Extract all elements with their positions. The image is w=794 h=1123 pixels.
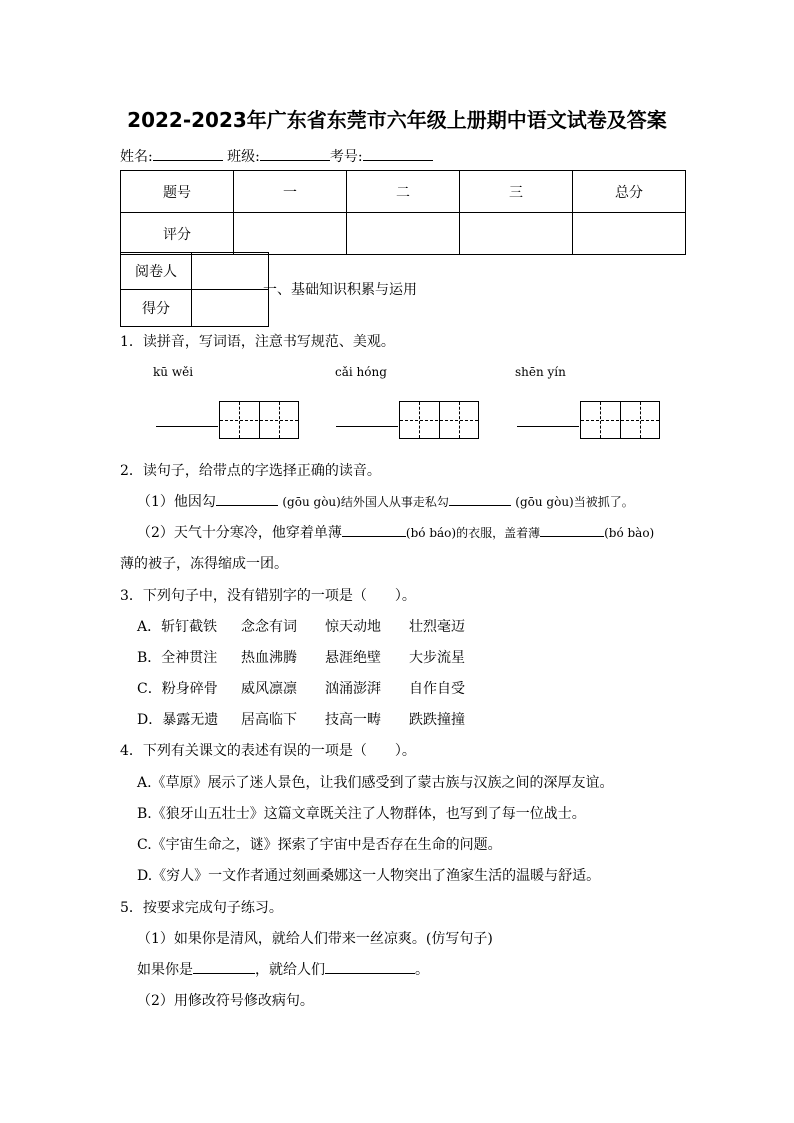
table-cell: 评分 (121, 213, 234, 255)
option-d[interactable]: D.《穷人》一文作者通过刻画桑娜这一人物突出了渔家生活的温暖与舒适。 (137, 868, 601, 884)
answer-blank[interactable] (325, 959, 415, 974)
reviewer-cell[interactable] (192, 253, 269, 290)
question-5: 5．按要求完成句子练习。 (120, 900, 283, 916)
table-cell: 一 (234, 171, 347, 213)
score-label: 得分 (121, 290, 192, 327)
option-word: 惊天动地 (325, 619, 381, 635)
question-2-sentence-2 (137, 522, 654, 542)
option-word: 汹涌澎湃 (325, 681, 381, 697)
option-word: 悬涯绝壁 (325, 650, 381, 666)
table-cell: 二 (347, 171, 460, 213)
pinyin-1: kū wěi (153, 365, 194, 379)
option-word: C．粉身碎骨 (137, 681, 218, 697)
grader-table (120, 252, 269, 327)
score-table (120, 170, 686, 255)
class-blank[interactable] (260, 146, 330, 161)
option-c[interactable]: C.《宇宙生命之，谜》探索了宇宙中是否存在生命的问题。 (137, 837, 502, 853)
table-cell: 题号 (121, 171, 234, 213)
option-word: 壮烈毫迈 (409, 619, 465, 635)
option-word: 大步流星 (409, 650, 465, 666)
sentence-text: (gōu gòu)结外国人从事走私勾 (282, 495, 449, 509)
sentence-text: (gōu gòu)当被抓了。 (515, 495, 634, 509)
grader-score-cell[interactable] (192, 290, 269, 327)
score-table-header (121, 171, 686, 213)
question-1: 1．读拼音，写词语，注意书写规范、美观。 (120, 334, 395, 350)
option-word: 威风凛凛 (241, 681, 297, 697)
option-word: 居高临下 (241, 712, 297, 728)
table-cell: 三 (460, 171, 573, 213)
sentence-text: ，就给人们 (255, 962, 325, 978)
option-word: 热血沸腾 (241, 650, 297, 666)
number-blank[interactable] (363, 146, 433, 161)
option-d[interactable] (137, 709, 465, 729)
answer-blank[interactable] (540, 522, 604, 537)
option-word: B．全神贯注 (137, 650, 218, 666)
question-2-sentence-2-cont: 薄的被子，冻得缩成一团。 (120, 556, 288, 572)
writing-grid[interactable] (219, 401, 299, 439)
name-label: 姓名: (120, 149, 153, 165)
question-4: 4．下列有关课文的表述有误的一项是（ ）。 (120, 743, 416, 759)
pinyin-2: cǎi hóng (335, 365, 387, 379)
score-table-row (121, 213, 686, 255)
question-5-part-2: （2）用修改符号修改病句。 (137, 993, 314, 1009)
answer-blank[interactable] (216, 491, 278, 506)
student-info-row (120, 146, 433, 166)
answer-line (517, 426, 579, 427)
page-title: 2022-2023年广东省东莞市六年级上册期中语文试卷及答案 (127, 108, 667, 132)
question-3: 3．下列句子中，没有错别字的一项是（ ）。 (120, 588, 416, 604)
pinyin-3: shēn yín (515, 365, 566, 379)
option-b[interactable] (137, 647, 465, 667)
answer-line (156, 426, 218, 427)
sentence-text: (bó báo)的衣服，盖着薄 (405, 526, 541, 540)
option-word: 技高一畴 (325, 712, 381, 728)
option-b[interactable]: B.《狼牙山五壮士》这篇文章既关注了人物群体，也写到了每一位战士。 (137, 806, 586, 822)
score-cell[interactable] (573, 213, 686, 255)
option-word: D．暴露无遗 (137, 712, 219, 728)
answer-blank[interactable] (342, 522, 406, 537)
question-2: 2．读句子，给带点的字选择正确的读音。 (120, 463, 381, 479)
class-label: 班级: (227, 149, 260, 165)
option-word: 跌跌撞撞 (409, 712, 465, 728)
option-word: 念念有词 (241, 619, 297, 635)
option-word: 自作自受 (409, 681, 465, 697)
question-2-sentence-1 (137, 491, 634, 511)
score-cell[interactable] (234, 213, 347, 255)
score-cell[interactable] (460, 213, 573, 255)
score-cell[interactable] (347, 213, 460, 255)
option-a[interactable]: A.《草原》展示了迷人景色，让我们感受到了蒙古族与汉族之间的深厚友谊。 (137, 775, 614, 791)
table-cell: 总分 (573, 171, 686, 213)
question-5-fill (137, 959, 429, 979)
question-5-part-1: （1）如果你是清风，就给人们带来一丝凉爽。(仿写句子) (137, 931, 493, 947)
answer-blank[interactable] (193, 959, 255, 974)
section-title: 一、基础知识积累与运用 (263, 282, 417, 298)
writing-grid[interactable] (580, 401, 660, 439)
answer-line (336, 426, 398, 427)
number-label: 考号: (329, 149, 363, 165)
sentence-text: （1）他因勾 (137, 494, 216, 510)
reviewer-label: 阅卷人 (121, 253, 192, 290)
name-blank[interactable] (153, 146, 223, 161)
option-c[interactable] (137, 678, 465, 698)
sentence-text: （2）天气十分寒冷，他穿着单薄 (137, 525, 342, 541)
answer-blank[interactable] (449, 491, 511, 506)
sentence-text: (bó bào) (604, 526, 655, 540)
option-a[interactable] (137, 616, 465, 636)
sentence-text: 。 (415, 962, 429, 978)
sentence-text: 如果你是 (137, 962, 193, 978)
option-word: A．斩钉截铁 (137, 619, 218, 635)
writing-grid[interactable] (399, 401, 479, 439)
